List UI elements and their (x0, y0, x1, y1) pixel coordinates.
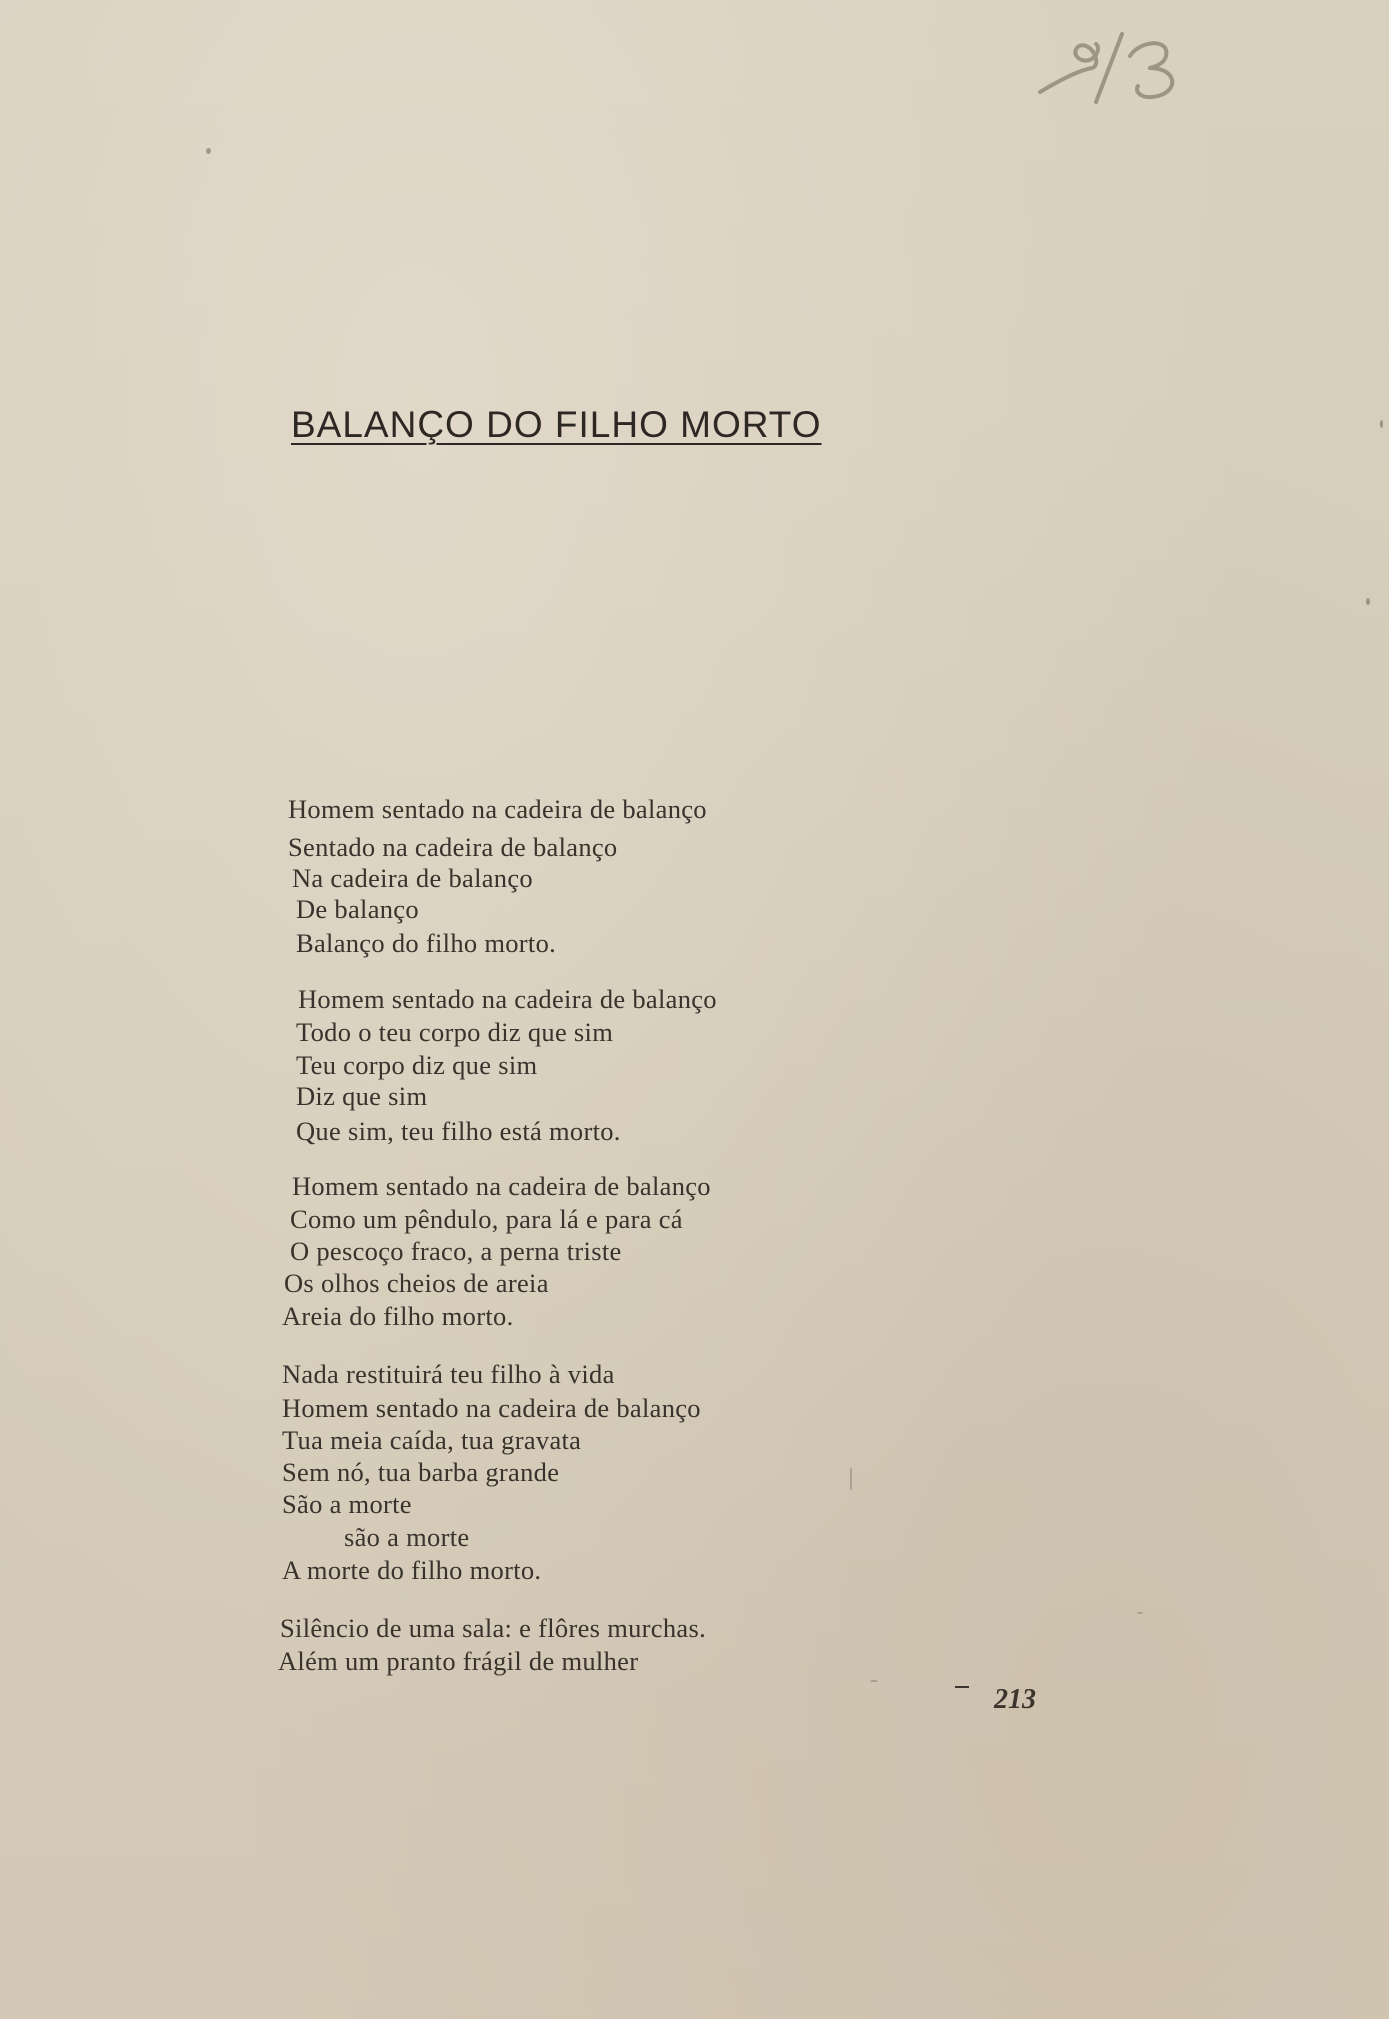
poem-line: Como um pêndulo, para lá e para cá (290, 1204, 683, 1234)
poem-line: Teu corpo diz que sim (296, 1050, 538, 1080)
poem-line: Que sim, teu filho está morto. (296, 1116, 621, 1146)
poem-line: Homem sentado na cadeira de balanço (292, 1171, 711, 1201)
poem-line: A morte do filho morto. (282, 1555, 542, 1585)
poem-line: Além um pranto frágil de mulher (278, 1646, 639, 1676)
poem-title: BALANÇO DO FILHO MORTO (291, 404, 822, 445)
poem-line: Diz que sim (296, 1081, 428, 1111)
poem-line: Homem sentado na cadeira de balanço (282, 1393, 701, 1423)
page-number-dash (955, 1686, 969, 1688)
poem-line: Balanço do filho morto. (296, 928, 557, 958)
poem-line: Tua meia caída, tua gravata (282, 1425, 582, 1455)
poem-line: Sentado na cadeira de balanço (288, 832, 618, 862)
poem-line: Silêncio de uma sala: e flôres murchas. (280, 1613, 706, 1643)
poem-line: De balanço (296, 894, 419, 924)
page-number: 213 (994, 1684, 1036, 1715)
poem-line: São a morte (282, 1489, 412, 1519)
poem-line: Os olhos cheios de areia (284, 1268, 549, 1298)
poem-line: O pescoço fraco, a perna triste (290, 1236, 622, 1266)
poem-line: Homem sentado na cadeira de balanço (288, 794, 707, 824)
poem-line: Areia do filho morto. (282, 1301, 514, 1331)
poem-line: Homem sentado na cadeira de balanço (298, 984, 717, 1014)
poem-line: Nada restituirá teu filho à vida (282, 1359, 615, 1389)
poem-line: Sem nó, tua barba grande (282, 1457, 560, 1487)
poem-line: Todo o teu corpo diz que sim (296, 1017, 614, 1047)
poem-line: Na cadeira de balanço (292, 863, 533, 893)
poem-line: são a morte (344, 1522, 470, 1552)
